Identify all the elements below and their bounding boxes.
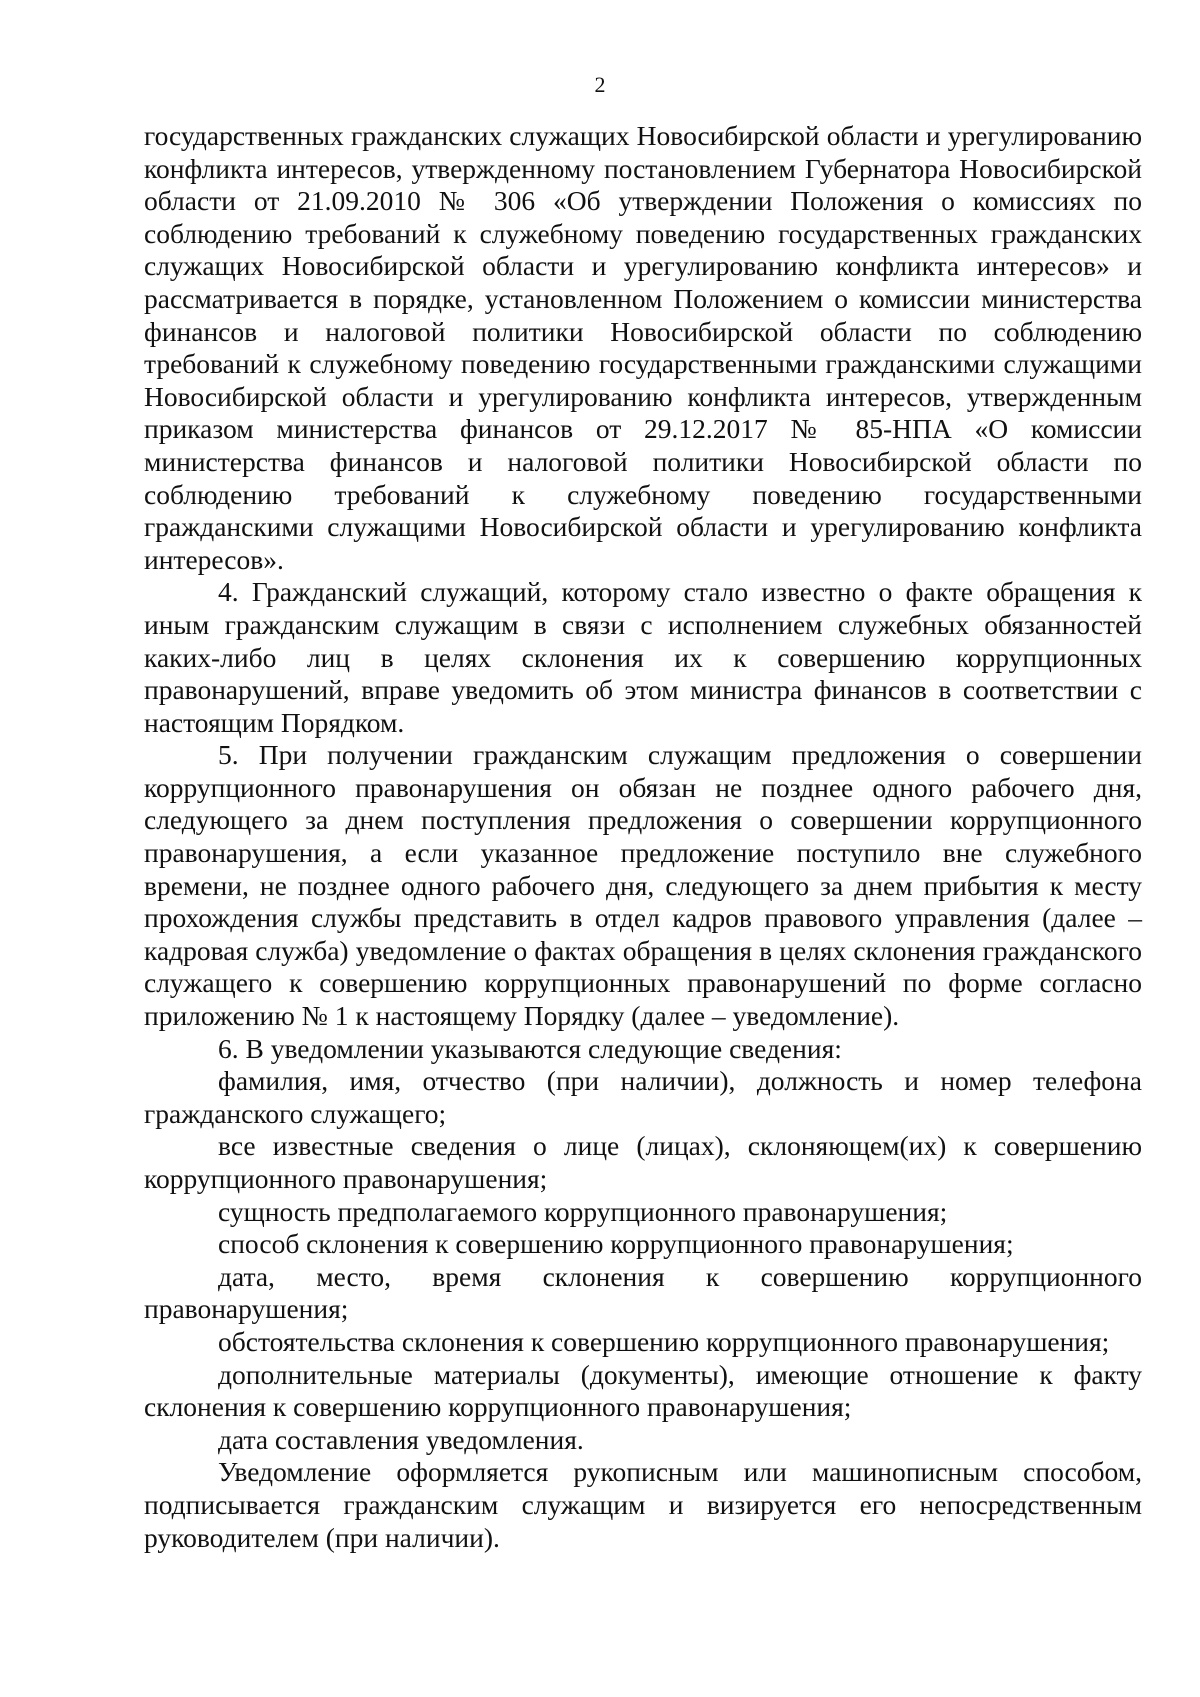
paragraph-item-6: 6. В уведомлении указываются следующие сведения: <box>218 1032 842 1064</box>
list-item-notification-date: дата составления уведомления. <box>218 1423 584 1455</box>
list-item-additional-materials: дополнительные материалы (документы), имеющие отношение к факту склонения к совершению коррупционного правонарушения; <box>144 1358 1142 1423</box>
paragraph-item-4: 4. Гражданский служащий, которому стало известно о факте обращения к иным гражданским служащим в связи с исполнением служебных обязанностей каких-либо лиц в целях склонения их к совершению коррупционных правонарушений, вправе уведомить об этом министра финансов в соответствии с настоящим Порядком. <box>144 576 1142 738</box>
paragraph-item-5: 5. При получении гражданским служащим предложения о совершении коррупционного правонарушения он обязан не позднее одного рабочего дня, следующего за днем поступления предложения о совершении коррупционного правонарушения, а если указанное предложение поступило вне служебного времени, не позднее одного рабочего дня, следующего за днем прибытия к месту прохождения службы представить в отдел кадров правового управления (далее – кадровая служба) уведомление о фактах обращения в целях склонения гражданского служащего к совершению коррупционных правонарушений по форме согласно приложению № 1 к настоящему Порядку (далее – уведомление). <box>144 739 1142 1032</box>
list-item-method: способ склонения к совершению коррупционного правонарушения; <box>218 1228 1014 1260</box>
page-number: 2 <box>594 72 606 97</box>
list-item-essence: сущность предполагаемого коррупционного правонарушения; <box>218 1195 948 1227</box>
list-item-full-name: фамилия, имя, отчество (при наличии), должность и номер телефона гражданского служащего; <box>144 1065 1142 1129</box>
paragraph-continuation: государственных гражданских служащих Новосибирской области и урегулированию конфликта интересов, утвержденному постановлением Губернатора Новосибирской области от 21.09.2010 № 306 «Об утверждении Положения о комиссиях по соблюдению требований к служебному поведению государственных гражданских служащих Новосибирской области и урегулированию конфликта интересов» и рассматривается в порядке, установленном Положением о комиссии министерства финансов и налоговой политики Новосибирской области по соблюдению требований к служебному поведению государственными гражданскими служащими Новосибирской области и урегулированию конфликта интересов, утвержденным приказом министерства финансов от 29.12.2017 № 85-НПА «О комиссии министерства финансов и налоговой политики Новосибирской области по соблюдению требований к служебному поведению государственными гражданскими служащими Новосибирской области и урегулированию конфликта интересов». <box>144 120 1142 575</box>
list-item-date-place-time: дата, место, время склонения к совершению коррупционного правонарушения; <box>144 1260 1142 1325</box>
document-body <box>144 120 1142 1554</box>
list-item-persons-info: все известные сведения о лице (лицах), склоняющем(их) к совершению коррупционного правонарушения; <box>144 1130 1142 1194</box>
list-item-circumstances: обстоятельства склонения к совершению коррупционного правонарушения; <box>218 1325 1110 1357</box>
paragraph-notification-form: Уведомление оформляется рукописным или машинописным способом, подписывается гражданским служащим и визируется его непосредственным руководителем (при наличии). <box>144 1456 1142 1553</box>
